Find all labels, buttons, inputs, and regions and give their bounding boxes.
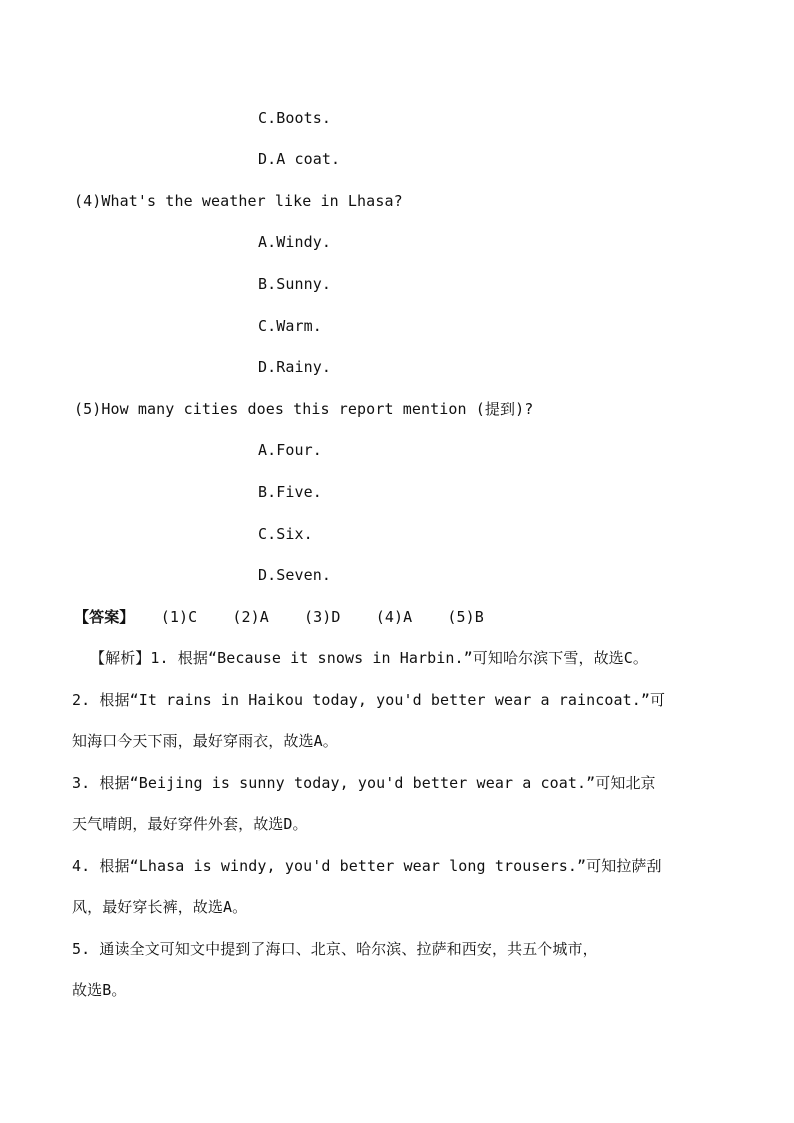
q5-question: (5)How many cities does this report mention (提到)? — [74, 400, 534, 418]
analysis-line-6: 4. 根据“Lhasa is windy, you'd better wear long trousers.”可知拉萨刮 — [72, 857, 662, 875]
q5-option-a: A.Four. — [258, 441, 322, 459]
q3-option-c: C.Boots. — [258, 109, 332, 127]
answer-item-4: (4)A — [375, 608, 413, 626]
answer-item-1: (1)C — [160, 608, 198, 626]
analysis-line-4: 3. 根据“Beijing is sunny today, you'd better wear a coat.”可知北京 — [72, 774, 656, 792]
q5-option-d: D.Seven. — [258, 566, 332, 584]
q5-option-b: B.Five. — [258, 483, 322, 501]
q5-option-c: C.Six. — [258, 525, 313, 543]
analysis-line-9: 故选B。 — [72, 981, 127, 999]
answer-item-3: (3)D — [304, 608, 341, 626]
q4-question: (4)What's the weather like in Lhasa? — [74, 192, 403, 210]
q4-option-d: D.Rainy. — [258, 358, 332, 376]
q4-option-a: A.Windy. — [258, 233, 332, 251]
analysis-line-1: 【解析】1. 根据“Because it snows in Harbin.”可知哈尔滨下雪，故选C。 — [90, 649, 649, 667]
answer-line — [74, 607, 510, 627]
q4-option-c: C.Warm. — [258, 317, 322, 335]
analysis-line-7: 风，最好穿长裤，故选A。 — [72, 898, 248, 916]
q4-option-b: B.Sunny. — [258, 275, 332, 293]
q3-option-d: D.A coat. — [258, 150, 341, 168]
analysis-line-3: 知海口今天下雨，最好穿雨衣，故选A。 — [72, 732, 338, 750]
answer-item-2: (2)A — [232, 608, 269, 626]
answer-item-5: (5)B — [447, 608, 484, 626]
analysis-line-5: 天气晴朗，最好穿件外套，故选D。 — [72, 815, 308, 833]
answer-label: 【答案】 — [74, 608, 135, 626]
analysis-line-2: 2. 根据“It rains in Haikou today, you'd better wear a raincoat.”可 — [72, 691, 666, 709]
analysis-line-8: 5. 通读全文可知文中提到了海口、北京、哈尔滨、拉萨和西安，共五个城市， — [72, 940, 598, 958]
